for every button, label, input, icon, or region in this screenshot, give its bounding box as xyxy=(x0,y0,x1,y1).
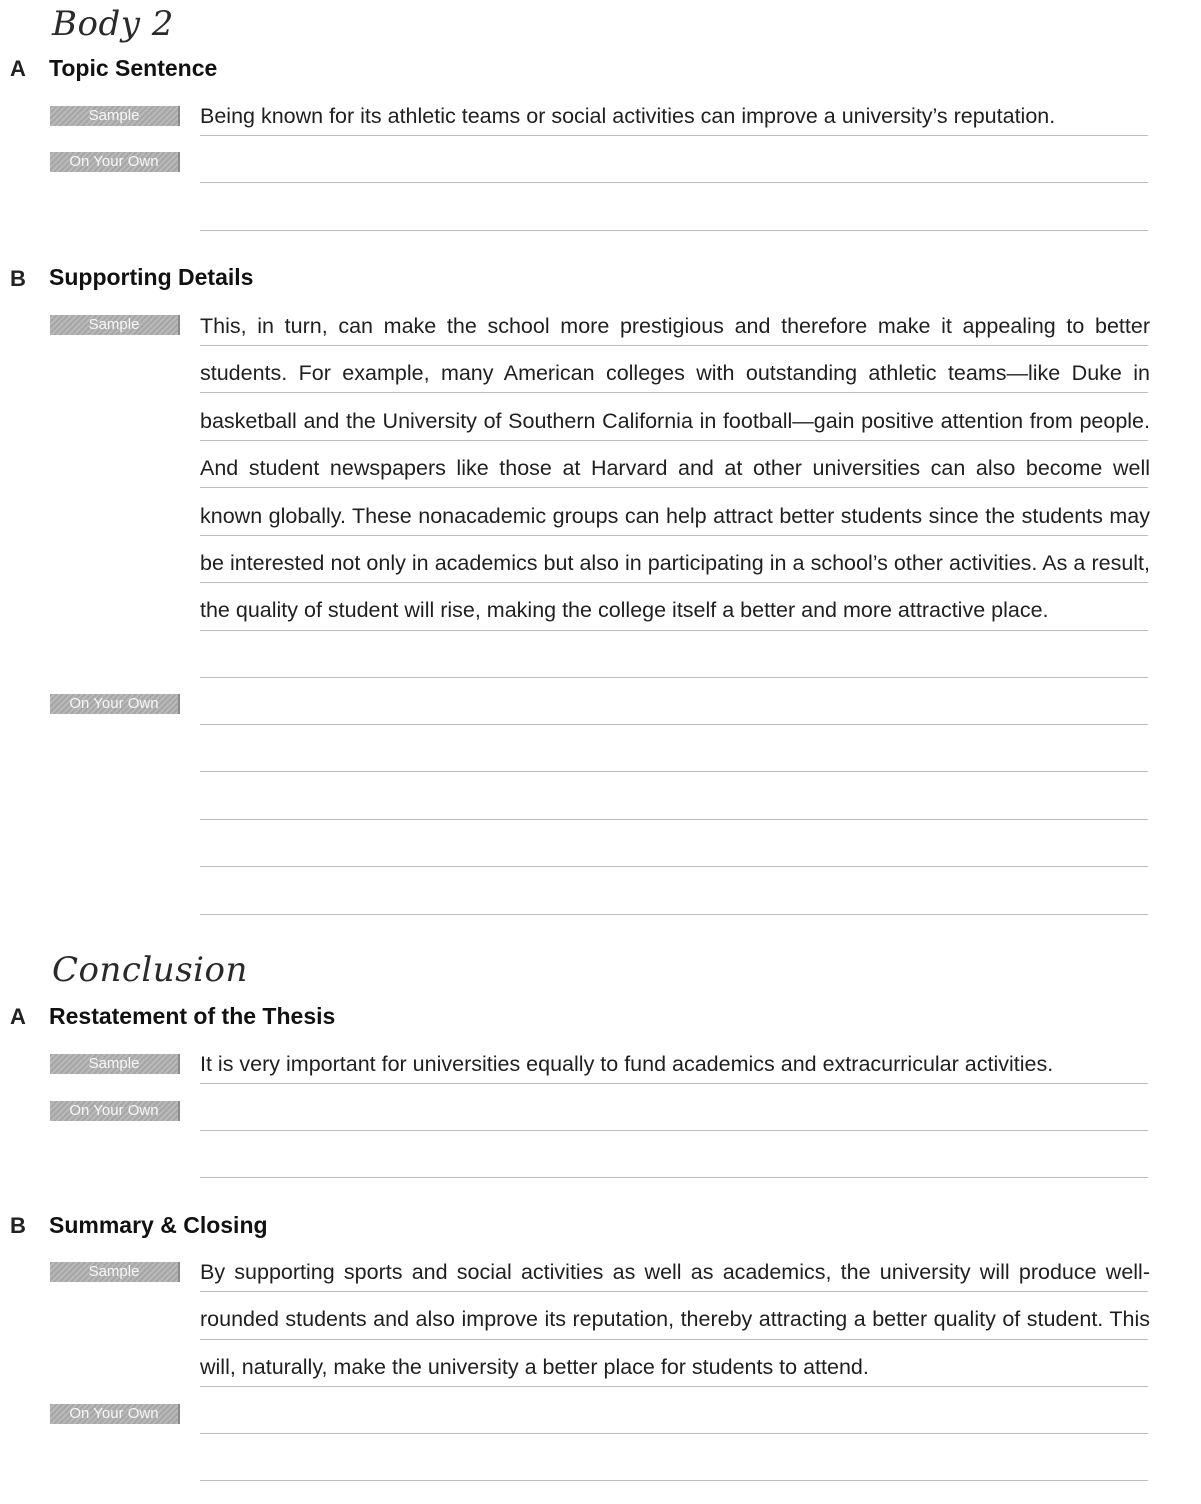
summary-title: Summary & Closing xyxy=(49,1212,268,1238)
restatement-own-line-2[interactable] xyxy=(200,1177,1148,1178)
details-own-line-4[interactable] xyxy=(200,866,1148,867)
summary-own-line-1[interactable] xyxy=(200,1433,1148,1434)
topic-sample-label: Sample xyxy=(50,106,180,126)
ruled-line xyxy=(200,630,1148,631)
details-sample-text: This, in turn, can make the school more prestigious and therefore make it appealing to better students. For example, many American colleges with outstanding athletic teams—like Duke in basketball and the University of Southern California in football—gain positive attention from people. And student newspapers like those at Harvard and at other universities can also become well known globally. These nonacademic groups can help attract better students since the students may be interested not only in academics but also in participating in a school’s other activities. As a result, the quality of student will rise, making the college itself a better and more attractive place. xyxy=(200,314,1150,623)
ruled-line xyxy=(200,1083,1148,1084)
conclusion-heading: Conclusion xyxy=(52,950,248,990)
ruled-line xyxy=(200,1291,1148,1292)
ruled-line xyxy=(200,582,1148,583)
ruled-line xyxy=(200,135,1148,136)
ruled-line xyxy=(200,1339,1148,1340)
summary-own-label: On Your Own xyxy=(50,1404,180,1424)
topic-sentence-title: Topic Sentence xyxy=(49,55,218,81)
body2-heading: Body 2 xyxy=(52,4,174,44)
restatement-sample-text: It is very important for universities equally to fund academics and extracurricular activities. xyxy=(200,1052,1054,1076)
details-own-line-1[interactable] xyxy=(200,724,1148,725)
restatement-own-label: On Your Own xyxy=(50,1101,180,1121)
details-own-label: On Your Own xyxy=(50,694,180,714)
restatement-title: Restatement of the Thesis xyxy=(49,1003,336,1029)
summary-sample-text: By supporting sports and social activities as well as academics, the university will produce well-rounded students and also improve its reputation, thereby attracting a better quality of student. This will, naturally, make the university a better place for students to attend. xyxy=(200,1260,1150,1379)
ruled-line xyxy=(200,392,1148,393)
summary-sample-label: Sample xyxy=(50,1262,180,1282)
details-own-line-2[interactable] xyxy=(200,771,1148,772)
topic-own-line-1[interactable] xyxy=(200,182,1148,183)
ruled-line xyxy=(200,440,1148,441)
ruled-line xyxy=(200,535,1148,536)
topic-own-label: On Your Own xyxy=(50,152,180,172)
ruled-line xyxy=(200,345,1148,346)
ruled-line xyxy=(200,1386,1148,1387)
topic-own-line-2[interactable] xyxy=(200,230,1148,231)
restatement-own-line-1[interactable] xyxy=(200,1130,1148,1131)
summary-letter: B xyxy=(10,1213,26,1238)
topic-sentence-letter: A xyxy=(10,56,26,81)
ruled-line xyxy=(200,677,1148,678)
restatement-letter: A xyxy=(10,1004,26,1029)
ruled-line xyxy=(200,487,1148,488)
supporting-details-title: Supporting Details xyxy=(49,264,254,290)
details-sample-label: Sample xyxy=(50,315,180,335)
summary-own-line-2[interactable] xyxy=(200,1480,1148,1481)
details-own-line-5[interactable] xyxy=(200,914,1148,915)
topic-sample-text: Being known for its athletic teams or social activities can improve a university’s reputation. xyxy=(200,104,1056,128)
restatement-sample-label: Sample xyxy=(50,1054,180,1074)
supporting-details-letter: B xyxy=(10,266,26,291)
details-own-line-3[interactable] xyxy=(200,819,1148,820)
